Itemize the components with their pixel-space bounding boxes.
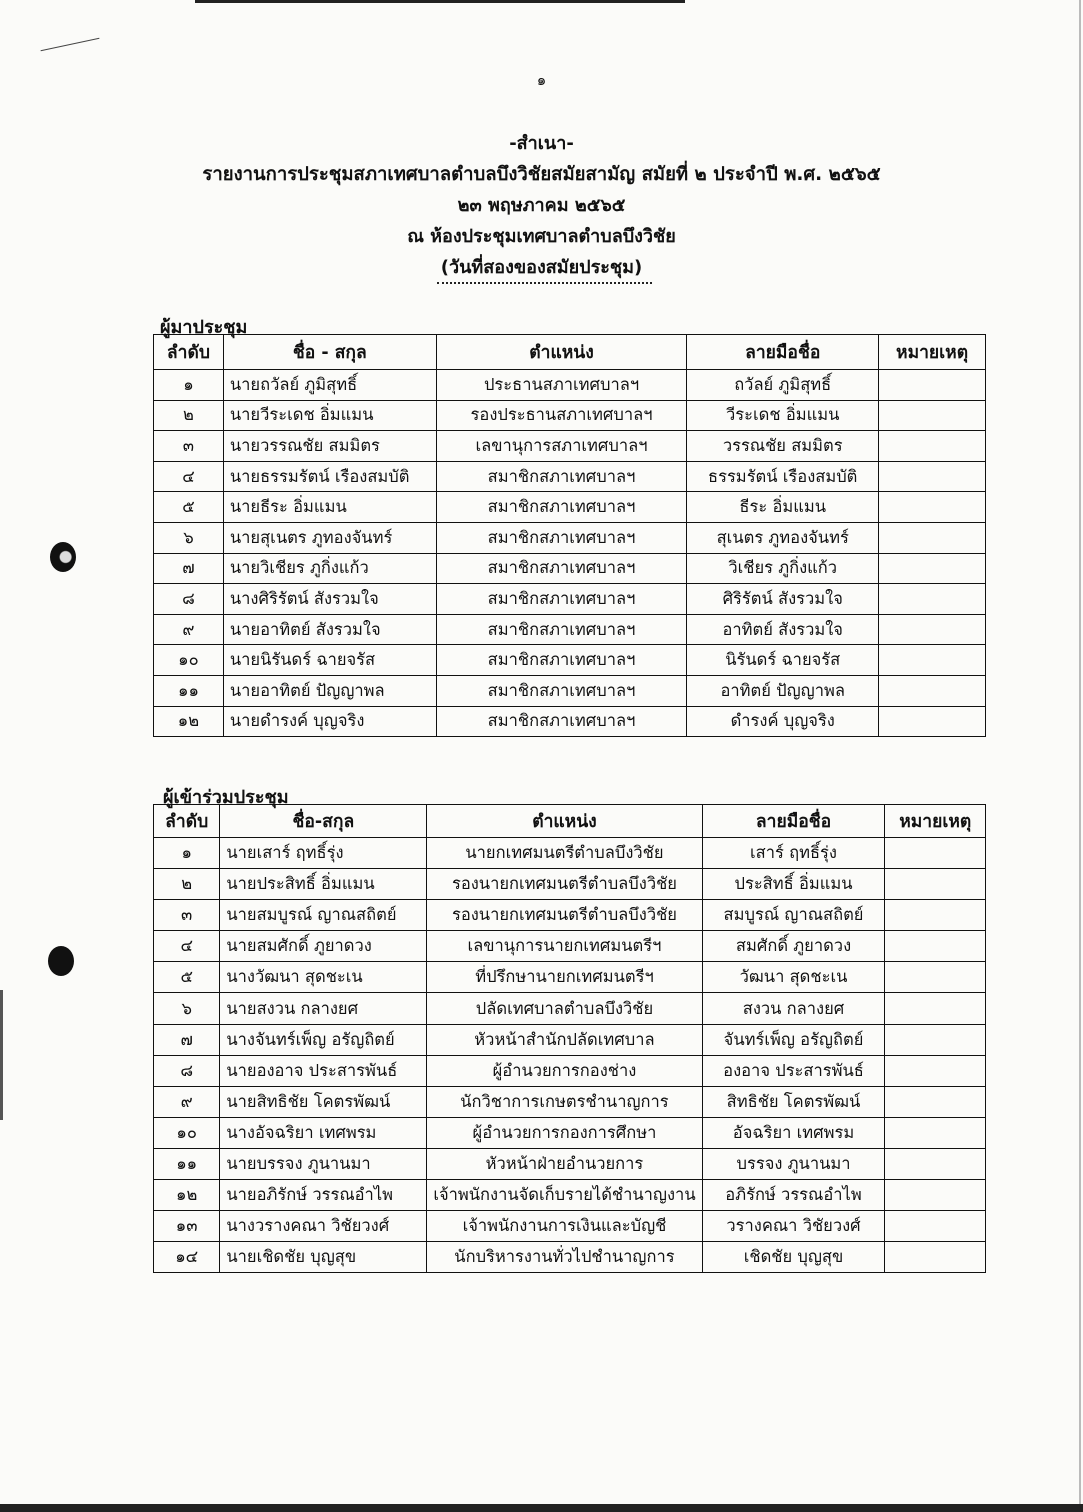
cell-note (885, 931, 986, 962)
cell-position: สมาชิกสภาเทศบาลฯ (436, 461, 687, 492)
cell-position: สมาชิกสภาเทศบาลฯ (436, 553, 687, 584)
cell-note (885, 1024, 986, 1055)
cell-position: นักบริหารงานทั่วไปชำนาญการ (427, 1242, 702, 1273)
table-row (154, 553, 986, 584)
cell-name: นายนิรันดร์ ฉายจรัส (223, 645, 436, 676)
cell-signature: ถวัลย์ ภูมิสุทธิ์ (687, 370, 879, 401)
cell-no: ๑๔ (154, 1242, 220, 1273)
cell-name: นางวัฒนา สุดชะเน (220, 962, 427, 993)
document-title: รายงานการประชุมสภาเทศบาลตำบลบึงวิชัยสมัยสามัญ สมัยที่ ๒ ประจำปี พ.ศ. ๒๕๖๕ (202, 164, 881, 185)
cell-position: รองนายกเทศมนตรีตำบลบึงวิชัย (427, 869, 702, 900)
cell-position: สมาชิกสภาเทศบาลฯ (436, 522, 687, 553)
cell-position: นักวิชาการเกษตรชำนาญการ (427, 1086, 702, 1117)
cell-note (879, 675, 986, 706)
column-header-note: หมายเหตุ (879, 335, 986, 370)
column-header-note: หมายเหตุ (885, 805, 986, 838)
cell-signature: ศิริรัตน์ สังรวมใจ (687, 584, 879, 615)
column-header-signature: ลายมือชื่อ (687, 335, 879, 370)
cell-signature: สมบูรณ์ ญาณสถิตย์ (702, 900, 885, 931)
punch-hole-top (50, 542, 76, 572)
cell-note (879, 706, 986, 737)
cell-no: ๙ (154, 1086, 220, 1117)
cell-signature: เชิดชัย บุญสุข (702, 1242, 885, 1273)
table-row (154, 869, 986, 900)
cell-position: สมาชิกสภาเทศบาลฯ (436, 614, 687, 645)
cell-signature: เสาร์ ฤทธิ์รุ่ง (702, 838, 885, 869)
scan-left-edge-mark (0, 990, 3, 1120)
cell-position: สมาชิกสภาเทศบาลฯ (436, 675, 687, 706)
cell-position: สมาชิกสภาเทศบาลฯ (436, 584, 687, 615)
cell-no: ๑ (154, 370, 224, 401)
cell-name: นายอาทิตย์ ปัญญาพล (223, 675, 436, 706)
cell-note (879, 584, 986, 615)
column-header-no: ลำดับ (154, 805, 220, 838)
meeting-venue: ณ ห้องประชุมเทศบาลตำบลบึงวิชัย (407, 226, 676, 247)
cell-signature: ประสิทธิ์ อิ่มแมน (702, 869, 885, 900)
cell-no: ๓ (154, 900, 220, 931)
table-row (154, 461, 986, 492)
table-row (154, 370, 986, 401)
cell-no: ๑๒ (154, 1180, 220, 1211)
table-row (154, 400, 986, 431)
cell-name: นายประสิทธิ์ อิ่มแมน (220, 869, 427, 900)
cell-note (885, 1086, 986, 1117)
cell-no: ๑๑ (154, 675, 224, 706)
cell-signature: อาทิตย์ ปัญญาพล (687, 675, 879, 706)
cell-signature: อภิรักษ์ วรรณอำไพ (702, 1180, 885, 1211)
cell-position: ปลัดเทศบาลตำบลบึงวิชัย (427, 993, 702, 1024)
cell-note (879, 614, 986, 645)
table-row (154, 1086, 986, 1117)
attendees-section-label: ผู้มาประชุม (160, 317, 248, 338)
cell-note (885, 1211, 986, 1242)
cell-no: ๗ (154, 553, 224, 584)
cell-no: ๘ (154, 584, 224, 615)
cell-note (879, 553, 986, 584)
cell-name: นายเชิดชัย บุญสุข (220, 1242, 427, 1273)
cell-signature: องอาจ ประสารพันธ์ (702, 1055, 885, 1086)
cell-name: นายธีระ อิ่มแมน (223, 492, 436, 523)
column-header-position: ตำแหน่ง (427, 805, 702, 838)
cell-signature: อาทิตย์ สังรวมใจ (687, 614, 879, 645)
cell-name: นายสมศักดิ์ ภูยาดวง (220, 931, 427, 962)
column-header-name: ชื่อ-สกุล (220, 805, 427, 838)
cell-no: ๖ (154, 522, 224, 553)
table-row (154, 838, 986, 869)
session-day: (วันที่สองของสมัยประชุม) (440, 257, 643, 278)
cell-position: รองนายกเทศมนตรีตำบลบึงวิชัย (427, 900, 702, 931)
cell-note (879, 645, 986, 676)
cell-name: นางวรางคณา วิชัยวงศ์ (220, 1211, 427, 1242)
cell-signature: ธีระ อิ่มแมน (687, 492, 879, 523)
table-header-row (154, 805, 986, 838)
cell-signature: สุเนตร ภูทองจันทร์ (687, 522, 879, 553)
cell-no: ๔ (154, 931, 220, 962)
cell-no: ๑๐ (154, 1117, 220, 1148)
document-header (0, 128, 1083, 283)
cell-name: นายเสาร์ ฤทธิ์รุ่ง (220, 838, 427, 869)
cell-note (885, 1242, 986, 1273)
cell-signature: ธรรมรัตน์ เรืองสมบัติ (687, 461, 879, 492)
cell-name: นายธรรมรัตน์ เรืองสมบัติ (223, 461, 436, 492)
table-row (154, 1242, 986, 1273)
participants-section-label: ผู้เข้าร่วมประชุม (163, 787, 289, 808)
cell-no: ๘ (154, 1055, 220, 1086)
cell-no: ๒ (154, 400, 224, 431)
table-row (154, 645, 986, 676)
cell-position: เจ้าพนักงานการเงินและบัญชี (427, 1211, 702, 1242)
cell-no: ๙ (154, 614, 224, 645)
cell-name: นายวิเชียร ภูกิ่งแก้ว (223, 553, 436, 584)
cell-name: นายวรรณชัย สมมิตร (223, 431, 436, 462)
cell-signature: อัจฉริยา เทศพรม (702, 1117, 885, 1148)
cell-signature: วัฒนา สุดชะเน (702, 962, 885, 993)
cell-no: ๗ (154, 1024, 220, 1055)
cell-name: นายถวัลย์ ภูมิสุทธิ์ (223, 370, 436, 401)
cell-name: นางอัจฉริยา เทศพรม (220, 1117, 427, 1148)
cell-name: นายอภิรักษ์ วรรณอำไพ (220, 1180, 427, 1211)
cell-position: ผู้อำนวยการกองการศึกษา (427, 1117, 702, 1148)
cell-position: เจ้าพนักงานจัดเก็บรายได้ชำนาญงาน (427, 1180, 702, 1211)
cell-name: นายสมบูรณ์ ญาณสถิตย์ (220, 900, 427, 931)
cell-signature: วีระเดช อิ่มแมน (687, 400, 879, 431)
cell-no: ๔ (154, 461, 224, 492)
cell-position: เลขานุการนายกเทศมนตรีฯ (427, 931, 702, 962)
cell-position: ผู้อำนวยการกองช่าง (427, 1055, 702, 1086)
cell-signature: สมศักดิ์ ภูยาดวง (702, 931, 885, 962)
table-row (154, 993, 986, 1024)
column-header-no: ลำดับ (154, 335, 224, 370)
table-row (154, 1148, 986, 1179)
scan-bottom-edge (0, 1504, 1083, 1512)
cell-note (885, 1180, 986, 1211)
cell-signature: สิทธิชัย โคตรพัฒน์ (702, 1086, 885, 1117)
table-row (154, 522, 986, 553)
cell-position: สมาชิกสภาเทศบาลฯ (436, 706, 687, 737)
cell-note (885, 838, 986, 869)
cell-name: นายบรรจง ภูนานมา (220, 1148, 427, 1179)
dotted-separator (437, 282, 652, 284)
cell-note (885, 869, 986, 900)
cell-no: ๕ (154, 962, 220, 993)
cell-name: นายดำรงค์ บุญจริง (223, 706, 436, 737)
cell-no: ๑๓ (154, 1211, 220, 1242)
cell-no: ๒ (154, 869, 220, 900)
cell-note (879, 370, 986, 401)
table-row (154, 431, 986, 462)
cell-no: ๑๒ (154, 706, 224, 737)
cell-no: ๓ (154, 431, 224, 462)
cell-position: รองประธานสภาเทศบาลฯ (436, 400, 687, 431)
cell-note (885, 962, 986, 993)
table-row (154, 706, 986, 737)
cell-signature: จันทร์เพ็ญ อรัญถิตย์ (702, 1024, 885, 1055)
cell-name: นางจันทร์เพ็ญ อรัญถิตย์ (220, 1024, 427, 1055)
table-row (154, 675, 986, 706)
table-row (154, 492, 986, 523)
cell-signature: วรางคณา วิชัยวงศ์ (702, 1211, 885, 1242)
table-row (154, 584, 986, 615)
cell-no: ๑ (154, 838, 220, 869)
scan-mark (41, 38, 100, 51)
table-row (154, 1117, 986, 1148)
cell-position: นายกเทศมนตรีตำบลบึงวิชัย (427, 838, 702, 869)
cell-signature: ดำรงค์ บุญจริง (687, 706, 879, 737)
attendees-table-body (154, 370, 986, 737)
table-row (154, 614, 986, 645)
cell-signature: วิเชียร ภูกิ่งแก้ว (687, 553, 879, 584)
table-header-row (154, 335, 986, 370)
cell-name: นายสิทธิชัย โคตรพัฒน์ (220, 1086, 427, 1117)
cell-signature: บรรจง ภูนานมา (702, 1148, 885, 1179)
cell-note (885, 1117, 986, 1148)
cell-name: นายสุเนตร ภูทองจันทร์ (223, 522, 436, 553)
table-row (154, 1055, 986, 1086)
scan-top-edge-mark (195, 0, 685, 3)
attendees-table (153, 334, 986, 737)
cell-note (879, 461, 986, 492)
cell-position: หัวหน้าสำนักปลัดเทศบาล (427, 1024, 702, 1055)
cell-name: นายวีระเดช อิ่มแมน (223, 400, 436, 431)
cell-no: ๕ (154, 492, 224, 523)
cell-note (885, 1148, 986, 1179)
cell-note (885, 1055, 986, 1086)
cell-note (885, 900, 986, 931)
cell-name: นายอาทิตย์ สังรวมใจ (223, 614, 436, 645)
page-number: ๑ (536, 71, 547, 89)
meeting-date: ๒๓ พฤษภาคม ๒๕๖๕ (457, 195, 626, 216)
column-header-name: ชื่อ - สกุล (223, 335, 436, 370)
cell-note (879, 431, 986, 462)
cell-name: นายองอาจ ประสารพันธ์ (220, 1055, 427, 1086)
cell-note (885, 993, 986, 1024)
participants-table-body (154, 838, 986, 1273)
cell-no: ๑๑ (154, 1148, 220, 1179)
cell-position: เลขานุการสภาเทศบาลฯ (436, 431, 687, 462)
table-row (154, 1211, 986, 1242)
cell-position: หัวหน้าฝ่ายอำนวยการ (427, 1148, 702, 1179)
cell-name: นายสงวน กลางยศ (220, 993, 427, 1024)
column-header-signature: ลายมือชื่อ (702, 805, 885, 838)
cell-note (879, 492, 986, 523)
table-row (154, 900, 986, 931)
participants-table (153, 804, 986, 1273)
cell-position: ที่ปรึกษานายกเทศมนตรีฯ (427, 962, 702, 993)
table-row (154, 962, 986, 993)
table-row (154, 931, 986, 962)
cell-signature: สงวน กลางยศ (702, 993, 885, 1024)
cell-signature: วรรณชัย สมมิตร (687, 431, 879, 462)
cell-note (879, 400, 986, 431)
punch-hole-bottom (48, 946, 74, 976)
cell-note (879, 522, 986, 553)
copy-label: -สำเนา- (509, 133, 574, 154)
cell-position: สมาชิกสภาเทศบาลฯ (436, 492, 687, 523)
cell-no: ๑๐ (154, 645, 224, 676)
cell-position: ประธานสภาเทศบาลฯ (436, 370, 687, 401)
cell-no: ๖ (154, 993, 220, 1024)
table-row (154, 1024, 986, 1055)
cell-signature: นิรันดร์ ฉายจรัส (687, 645, 879, 676)
column-header-position: ตำแหน่ง (436, 335, 687, 370)
cell-position: สมาชิกสภาเทศบาลฯ (436, 645, 687, 676)
cell-name: นางศิริรัตน์ สังรวมใจ (223, 584, 436, 615)
table-row (154, 1180, 986, 1211)
